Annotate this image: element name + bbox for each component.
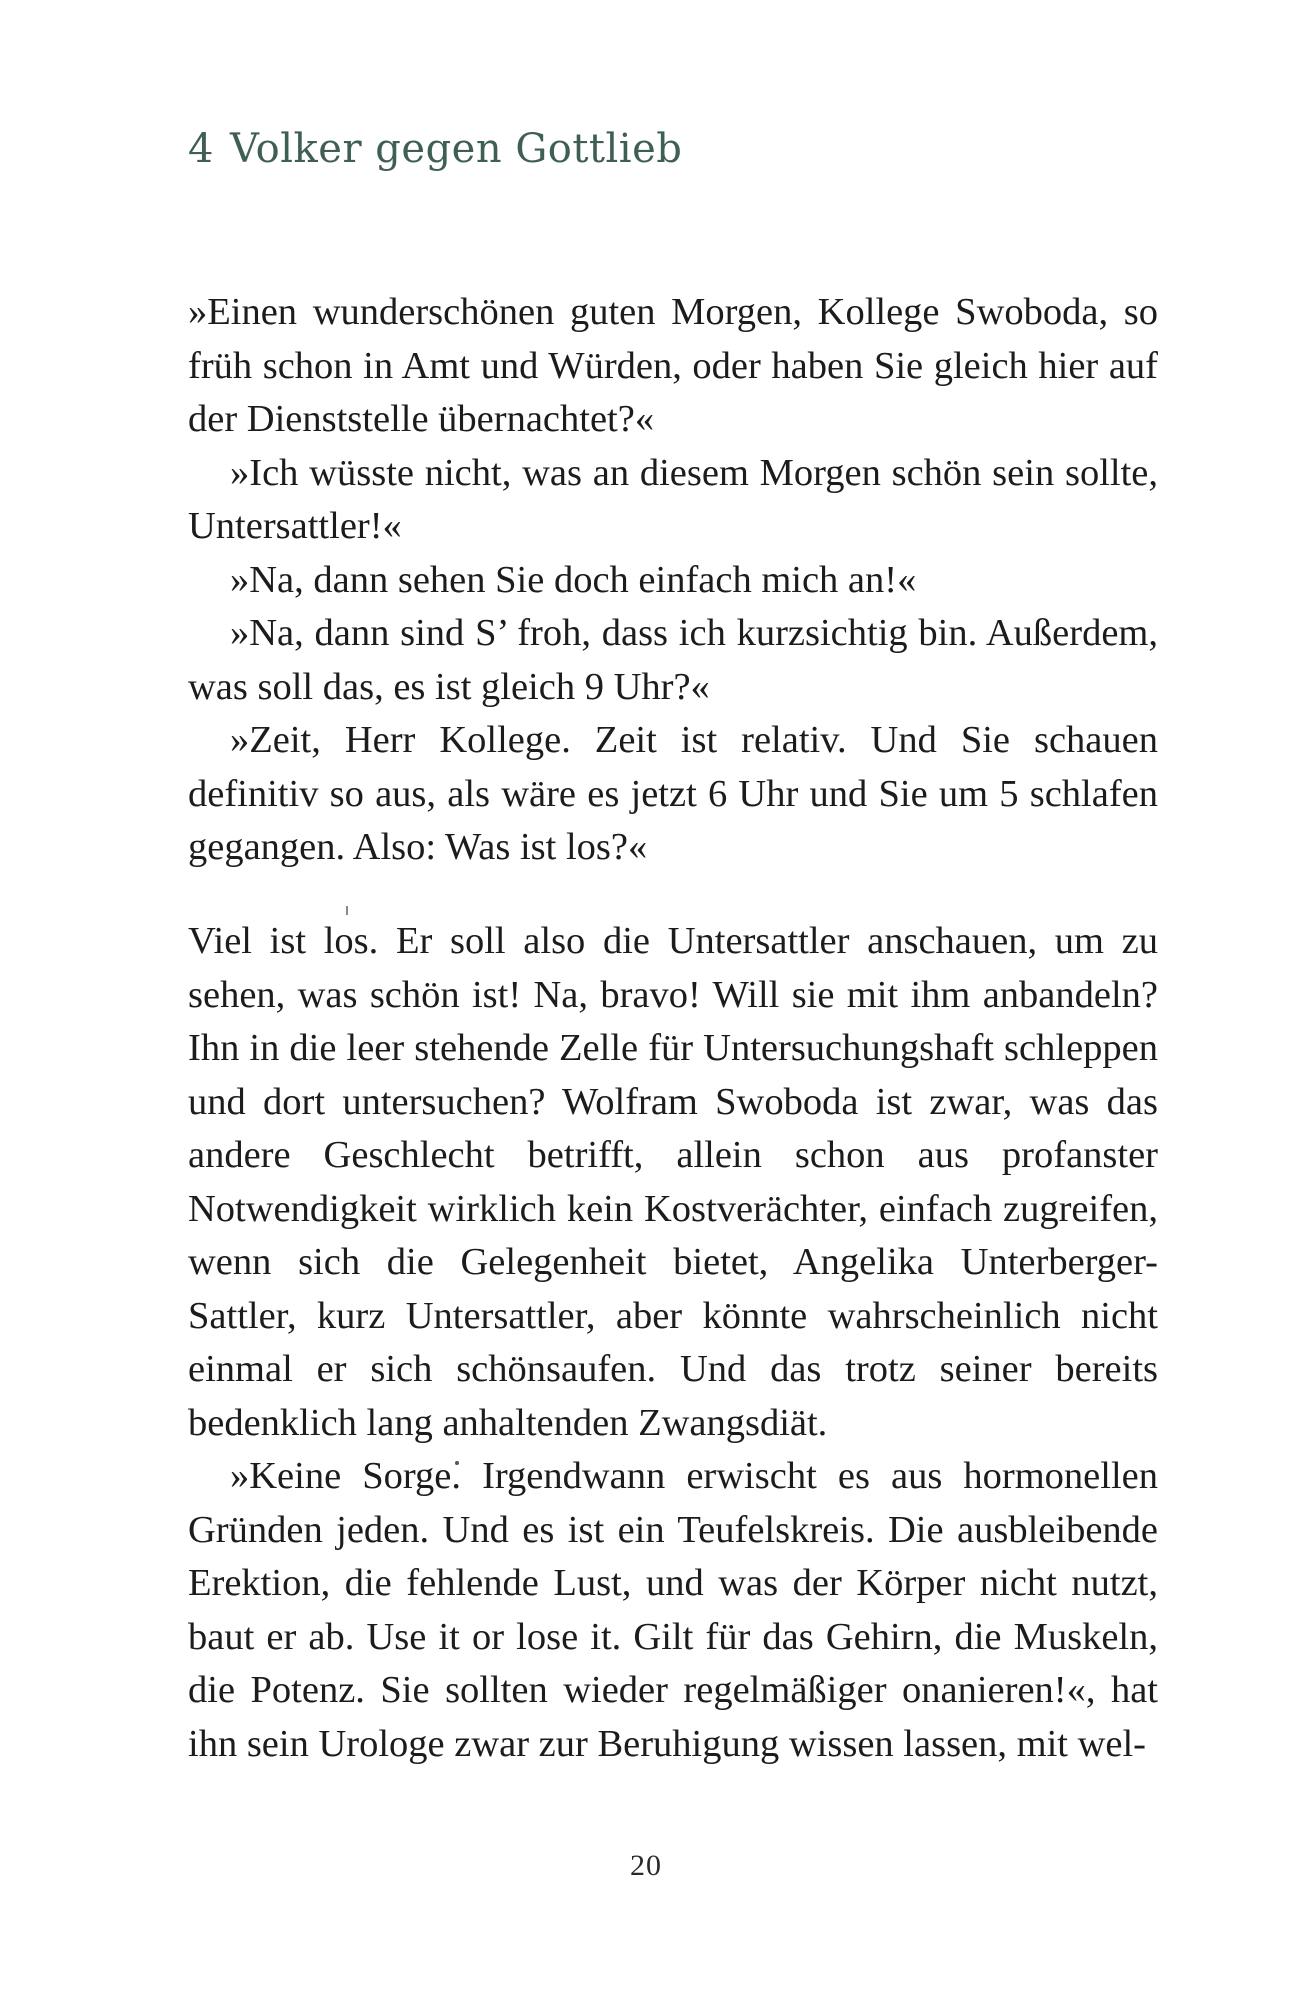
paragraph: »Na, dann sehen Sie doch einfach mich an!« [230, 558, 917, 601]
chapter-title-text: Volker gegen Gottlieb [229, 126, 683, 172]
page-number: 20 [630, 1849, 662, 1882]
chapter-number: 4 [188, 126, 214, 172]
paragraph: »Zeit, Herr Kollege. Zeit ist relativ. Und Sie schauen definitiv so aus, als wäre es jetzt 6 Uhr und Sie um 5 schlafen gegangen. Also: Was ist los?« [188, 719, 1158, 868]
paragraph: »Einen wunderschönen guten Morgen, Kollege Swoboda, so früh schon in Amt und Würden, oder haben Sie gleich hier auf der Dienststelle übernachtet?« [188, 291, 1158, 440]
chapter-title [188, 126, 682, 172]
paragraph: »Ich wüsste nicht, was an diesem Morgen schön sein sollte, Untersattler!« [188, 451, 1158, 547]
paragraph: »Keine Sorge. Irgendwann erwischt es aus hormonellen Gründen jeden. Und es ist ein Teufelskreis. Die ausbleibende Erektion, die fehlende Lust, und was der Körper nicht nutzt, baut er ab. Use it or lose it. Gilt für das Gehirn, die Muskeln, die Potenz. Sie sollten wieder regelmäßiger onanieren!«, hat ihn sein Urologe zwar zur Beruhigung wissen lassen, mit wel- [188, 1455, 1158, 1765]
paragraph: Viel ist los. Er soll also die Untersattler anschauen, um zu sehen, was schön ist! Na, bravo! Will sie mit ihm anbandeln? Ihn in die leer stehende Zelle für Untersuchungshaft schleppen und dort untersuchen? Wolfram Swoboda ist zwar, was das andere Geschlecht betrifft, allein schon aus profanster Notwendigkeit wirklich kein Kostverächter, einfach zugreifen, wenn sich die Gelegenheit bietet, Angelika Unterberger-Sattler, kurz Untersattler, aber könnte wahrscheinlich nicht einmal er sich schönsaufen. Und das trotz seiner bereits bedenklich lang anhaltenden Zwangsdiät. [188, 920, 1158, 1444]
paragraph: »Na, dann sind S’ froh, dass ich kurzsichtig bin. Außerdem, was soll das, es ist gleich 9 Uhr?« [188, 612, 1158, 708]
dialogue-section [188, 286, 1158, 875]
narrative-section [188, 915, 1158, 1771]
scan-speck [346, 906, 348, 915]
